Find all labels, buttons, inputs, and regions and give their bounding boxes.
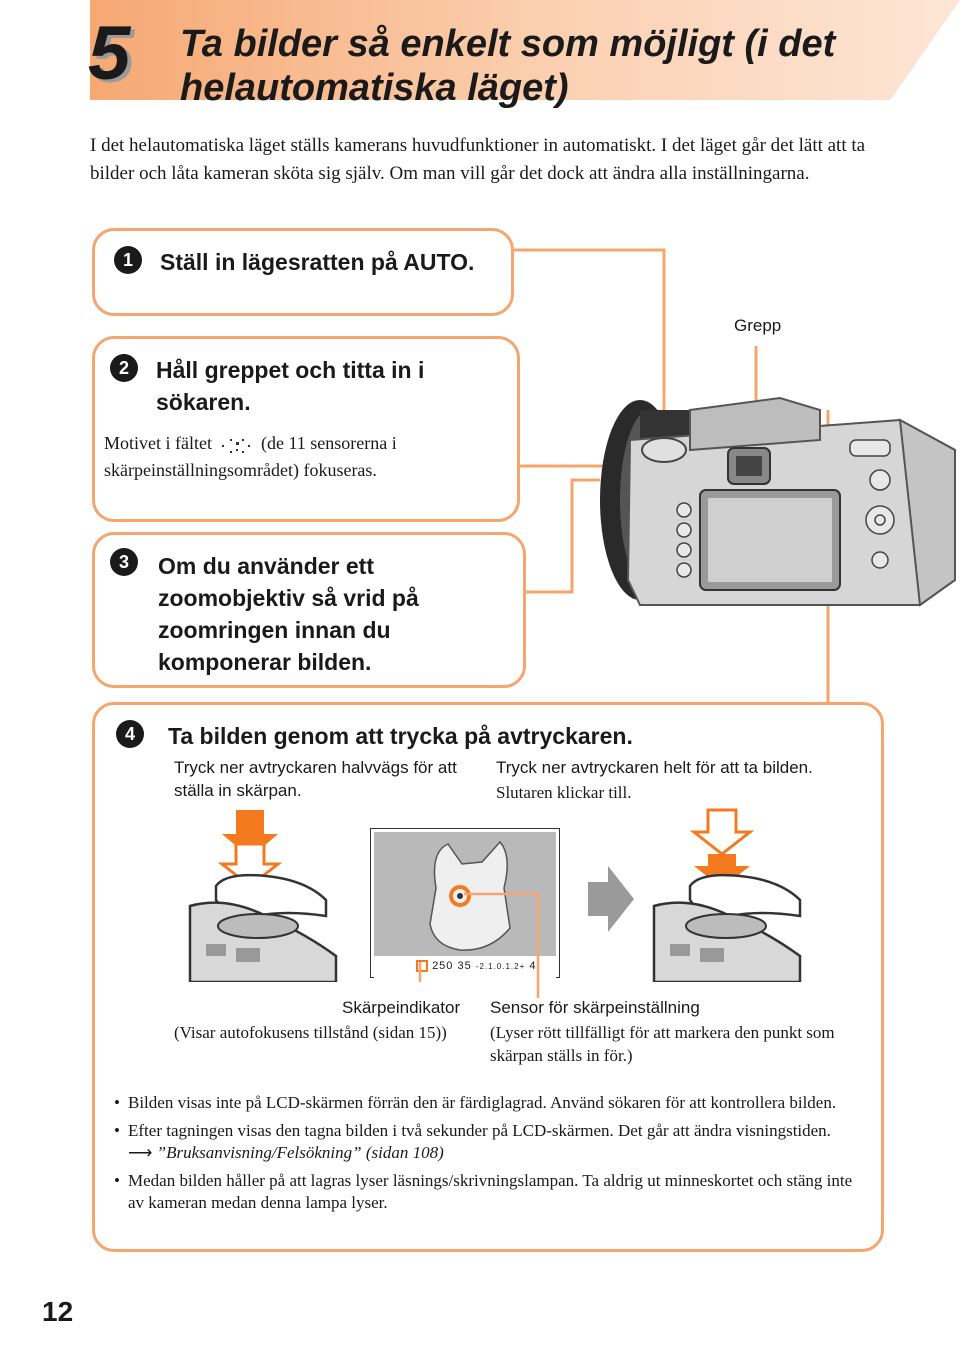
camera-illustration xyxy=(580,380,960,610)
focus-area-icon xyxy=(216,436,256,454)
step-2-body xyxy=(104,430,509,484)
focus-sensor-label: Sensor för skärpeinställning xyxy=(490,998,700,1017)
step-1-number: 1 xyxy=(114,246,142,274)
half-press-caption: Tryck ner avtryckaren halvvägs för att ställa in skärpan. xyxy=(174,758,457,800)
step-4-number: 4 xyxy=(116,720,144,748)
full-press-illustration xyxy=(650,806,810,982)
note-item: • Bilden visas inte på LCD-skärmen förrän den är färdiglagrad. Använd sökaren för att kontrollera bilden. xyxy=(114,1092,854,1114)
shutter-click-note: Slutaren klickar till. xyxy=(496,783,632,802)
next-arrow-icon xyxy=(586,864,636,934)
step-2-body-prefix: Motivet i fältet xyxy=(104,433,212,453)
page-title: Ta bilder så enkelt som möjligt (i det helautomatiska läget) xyxy=(180,23,836,109)
step-3-heading: Om du använder ett zoomobjektiv så vrid på zoomringen innan du komponerar bilden. xyxy=(158,553,419,675)
readout-aperture: 35 xyxy=(457,960,472,972)
notes-list xyxy=(114,1092,854,1220)
half-press-illustration xyxy=(186,806,346,982)
full-press-caption: Tryck ner avtryckaren helt för att ta bilden. xyxy=(496,758,813,777)
step-2-body-suffix: (de 11 sensorerna i skärpeinställningsområdet) fokuseras. xyxy=(104,433,397,480)
step-2-heading: Håll greppet och titta in i sökaren. xyxy=(156,357,425,415)
chapter-number: 5 xyxy=(88,11,131,96)
page-number: 12 xyxy=(42,1296,74,1327)
note-item: • Efter tagningen visas den tagna bilden i två sekunder på LCD-skärmen. Det går att ändra visningstiden. ⟶ ”Bruksanvisning/Felsökning” (sidan 108) xyxy=(114,1120,854,1164)
step-4-heading: Ta bilden genom att trycka på avtryckaren. xyxy=(168,723,633,749)
focus-indicator-note: (Visar autofokusens tillstånd (sidan 15)) xyxy=(174,1023,447,1042)
readout-count: 4 xyxy=(529,960,537,972)
grip-label: Grepp xyxy=(734,316,782,335)
cross-reference: ”Bruksanvisning/Felsökning” (sidan 108) xyxy=(156,1143,444,1162)
focus-indicator-label: Skärpeindikator xyxy=(342,998,461,1017)
note-item: • Medan bilden håller på att lagras lyser läsnings/skrivningslampan. Ta aldrig ut minneskortet och stäng inte av kameran medan denna lampa lyser. xyxy=(114,1170,854,1214)
viewfinder-callout-lines xyxy=(400,886,550,1000)
step-3-number: 3 xyxy=(110,548,138,576)
readout-shutter: 250 xyxy=(432,960,454,972)
intro-paragraph: I det helautomatiska läget ställs kamerans huvudfunktioner in automatiskt. I det läget går det lätt att ta bilder och låta kameran sköta sig själv. Om man vill går det dock att ändra alla inställningarna. xyxy=(90,135,866,184)
step-2-number: 2 xyxy=(110,354,138,382)
step-1-heading: Ställ in lägesratten på AUTO. xyxy=(160,249,475,275)
readout-scale: -2.1.0.1.2+ xyxy=(475,962,526,971)
arrow-right-icon: ⟶ xyxy=(128,1143,153,1162)
focus-sensor-note: (Lyser rött tillfälligt för att markera den punkt som skärpan ställs in för.) xyxy=(490,1023,835,1065)
